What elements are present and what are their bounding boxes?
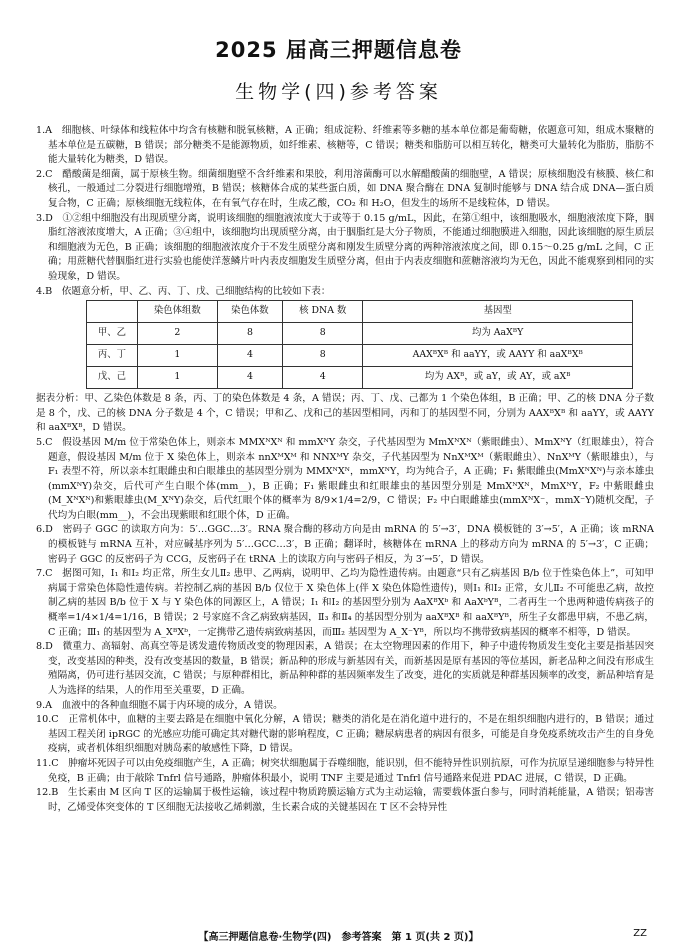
footer-code: ZZ xyxy=(633,928,647,939)
document-subtitle: 生物学(四)参考答案 xyxy=(235,81,442,103)
answer-item-9: 9.A 血液中的各种血细胞不属于内环境的成分，A 错误。 xyxy=(36,699,283,711)
table-header-row xyxy=(87,301,633,323)
answer-item-7: 7.C 据图可知，Ⅰ₁ 和Ⅰ₂ 均正常，所生女儿Ⅱ₂ 患甲、乙两病，说明甲、乙均为隐性遗传病。由题意“只有乙病基因 B/b 位于性染色体上”，可知甲病属于常染色体隐性遗传病。若控制乙病的基因 B/b 仅位于 X 染色体上(伴 X 染色体隐性遗传)，则Ⅰ₁ 和Ⅰ₂ 正常，女儿Ⅱ₂ 不可能患乙病，故控制乙病的基因 B/b 位于 X 与 Y 染色体的同源区上，A 错误；Ⅰ₁ 和Ⅰ₂ 的基因型分别为 AaXᴮXᵇ 和 AaXᵇYᴮ，二者再生一个患两种遗传病孩子的概率=1/4×1/4=1/16，B 错误；2 号家庭不含乙病致病基因，Ⅱ₃ 和Ⅱ₄ 的基因型分别为 aaXᴮXᴮ 和 aaXᴮYᴮ，所生子女都患甲病，不患乙病，C 正确；Ⅲ₁ 的基因型为 A_XᴮXᵇ，一定携带乙遗传病致病基因，而Ⅲ₂ 基因型为 A_X⁻Yᴮ，所以均不携带致病基因的概率不相等，D 错误。 xyxy=(36,568,654,638)
table-header-cell: 染色体数 xyxy=(217,301,282,323)
table-cell: 1 xyxy=(137,367,217,389)
table-cell: 8 xyxy=(283,323,363,345)
table-cell: 4 xyxy=(217,345,282,367)
table-cell: 1 xyxy=(137,345,217,367)
table-header-cell: 基因型 xyxy=(363,301,633,323)
answer-item-2: 2.C 醋酸菌是细菌，属于原核生物。细菌细胞壁不含纤维素和果胶，利用溶菌酶可以水解醋酸菌的细胞壁，A 错误；原核细胞没有核膜、核仁和核孔，一般通过二分裂进行细胞增殖，B 错误；核糖体合成的某些蛋白质，如 DNA 聚合酶在 DNA 复制时能够与 DNA 结合成 DNA—蛋白质复合物，C 正确；原核细胞无线粒体，在有氧气存在时，生成乙酸，CO₂ 和 H₂O，但发生的场所不是线粒体，D 错误。 xyxy=(36,168,654,209)
table-cell: 2 xyxy=(137,323,217,345)
table-cell: 丙、丁 xyxy=(87,345,138,367)
table-cell: 8 xyxy=(283,345,363,367)
answer-item-6: 6.D 密码子 GGC 的读取方向为：5′…GGC…3′。RNA 聚合酶的移动方向是由 mRNA 的 5′→3′，DNA 模板链的 3′→5′，A 正确；该 mRNA 的模板链与 mRNA 互补，对应碱基序列为 5′…GCC…3′，B 正确；翻译时，核糖体在 mRNA 上的移动方向为 mRNA 的 5′→3′，C 正确；密码子 GGC 的反密码子为 CCG，反密码子在 tRNA 上的读取方向与密码子相反，为 3′→5′，D 错误。 xyxy=(36,524,654,565)
answer-item-8: 8.D 微重力、高辐射、高真空等是诱发遗传物质改变的物理因素，A 错误；在太空物理因素的作用下，种子中遗传物质发生变化主要是指基因突变，改变基因的种类，没有改变基因的数量，B 错误；新品种的形成与新基因有关，而新基因是原有基因的等位基因，新老品种之间没有形成生殖隔离，仍可进行基因交流，C 错误；与原种群相比，新品种种群的基因频率发生了改变，进化的实质就是种群基因频率的改变，新品种培育是人为选择的结果，人的作用至关重要，D 正确。 xyxy=(36,641,654,696)
answer-body xyxy=(36,124,654,815)
table-cell: 均为 AXᴮ，或 aY，或 AY，或 aXᴮ xyxy=(363,367,633,389)
answer-item-5: 5.C 假设基因 M/m 位于常染色体上，则亲本 MMXᴺXᴺ 和 mmXᴺY 杂交，子代基因型为 MmXᴺXᴺ（紫眼雌虫）、MmXᴺY（红眼雄虫），符合题意，假设基因 M/m 位于 X 染色体上，则亲本 nnXᴹXᴹ 和 NNXᴹY 杂交，子代基因型为 NnXᴹXᴹ（紫眼雌虫）、NnXᴹY（紫眼雄虫），与 F₁ 表型不符，所以亲本红眼雌虫和白眼雄虫的基因型分别为 MMXᴺXᴺ，mmXᴺY，均为纯合子，A 正确；F₁ 紫眼雌虫(MmXᴺXᴺ)与亲本雄虫(mmXᴺY)杂交，后代可产生白眼个体(mm__)，B 正确；F₁ 紫眼雌虫和红眼雄虫的基因型分别是 MmXᴺXᴺ，MmXᴺY，F₂ 中紫眼雌虫(M_XᴺXᴺ)和紫眼雄虫(M_XᴺY)杂交，后代红眼个体的概率为 8/9×1/4=2/9，C 错误；F₂ 中白眼雌雄虫(mmXᴺX⁻，mmX⁻Y)随机交配，子代均为白眼(mm__)，不会出现紫眼和红眼个体，D 正确。 xyxy=(36,436,654,521)
table-cell: 戊、己 xyxy=(87,367,138,389)
answer-item-11: 11.C 肿瘤坏死因子可以由免疫细胞产生，A 正确；树突状细胞属于吞噬细胞，能识别，但不能特异性识别抗原，可作为抗原呈递细胞参与特异性免疫，B 正确；由于敲除 Tnfrl 信号通路，肿瘤体积最小，说明 TNF 主要是通过 Tnfrl 信号通路来促进 PDAC 进展，C 错误，D 正确。 xyxy=(36,757,654,784)
table-row xyxy=(87,323,633,345)
table-cell: 均为 AaXᴮY xyxy=(363,323,633,345)
answer-item-3: 3.D ①②组中细胞没有出现质壁分离，说明该细胞的细胞液浓度大于或等于 0.15 g/mL，因此，在第①组中，该细胞吸水，细胞液浓度下降，胭脂红溶液浓度增大，A 正确；③④组中，该细胞均出现质壁分离，由于胭脂红是大分子物质，不能通过细胞膜进入细胞，因此该细胞的原生质层和细胞液为无色，B 正确；该细胞的细胞液浓度介于不发生质壁分离和刚发生质壁分离的两种溶液浓度之间，即 0.15～0.25 g/mL 之间，C 正确；用蔗糖代替胭脂红进行实验也能使洋葱鳞片叶内表皮细胞发生质壁分离，但由于内表皮细胞和蔗糖溶液均为无色，因此不能观察到相同的实验现象，D 错误。 xyxy=(36,212,654,282)
answer-item-4: 4.B 依题意分析，甲、乙、丙、丁、戊、己细胞结构的比较如下表： xyxy=(36,285,331,297)
document-title: 2025 届高三押题信息卷 xyxy=(215,38,462,62)
table-row xyxy=(87,345,633,367)
answer-item-10: 10.C 正常机体中，血糖的主要去路是在细胞中氧化分解，A 错误；糖类的消化是在消化道中进行的，不是在组织细胞内进行的，B 错误；通过基因工程关闭 ipRGC 的光感应功能可确定其对糖代谢的影响程度，C 正确；糖尿病患者的病因有很多，可能是自身免疫系统攻击产生的自身免疫病，或者机体组织细胞对胰岛素的敏感性下降，D 错误。 xyxy=(36,714,654,755)
comparison-table xyxy=(86,300,633,389)
table-header-cell: 染色体组数 xyxy=(137,301,217,323)
table-cell: 4 xyxy=(217,367,282,389)
table-cell: 甲、乙 xyxy=(87,323,138,345)
table-header-cell xyxy=(87,301,138,323)
answer-item-12: 12.B 生长素由 M 区向 T 区的运输属于极性运输，该过程中物质跨膜运输方式为主动运输，需要载体蛋白参与，同时消耗能量，A 错误；铝毒害时，乙烯受体突变体的 T 区细胞无法接收乙烯刺激，生长素合成的关键基因在 T 区不会特异性 xyxy=(36,787,654,813)
answer-item-4-analysis: 据表分析：甲、乙染色体数是 8 条，丙、丁的染色体数是 4 条，A 错误；丙、丁、戊、己都为 1 个染色体组，B 正确；甲、乙的核 DNA 分子数是 8 个，戊、己的核 DNA 分子数是 4 个，C 错误；甲和乙、戊和己的基因型相同，丙和丁的基因型不同，分别为 AAXᴮXᴮ 和 aaYY，或 AAYY 和 aaXᴮXᴮ，D 错误。 xyxy=(36,393,654,434)
answer-item-1: 1.A 细胞核、叶绿体和线粒体中均含有核糖和脱氧核糖，A 正确；组成淀粉、纤维素等多糖的基本单位都是葡萄糖，依题意可知，组成木聚糖的基本单位是五碳糖，B 错误；部分糖类不是能源物质，如纤维素、核糖等，C 错误；糖类和脂肪可以相互转化，糖类可大量转化为脂肪，脂肪不能大量转化为糖类，D 错误。 xyxy=(36,125,654,166)
table-cell: AAXᴮXᴮ 和 aaYY，或 AAYY 和 aaXᴮXᴮ xyxy=(363,345,633,367)
page-footer: 【高三押题信息卷·生物学(四) 参考答案 第 1 页(共 2 页)】 xyxy=(198,932,479,943)
table-cell: 8 xyxy=(217,323,282,345)
table-cell: 4 xyxy=(283,367,363,389)
table-row xyxy=(87,367,633,389)
table-header-cell: 核 DNA 数 xyxy=(283,301,363,323)
